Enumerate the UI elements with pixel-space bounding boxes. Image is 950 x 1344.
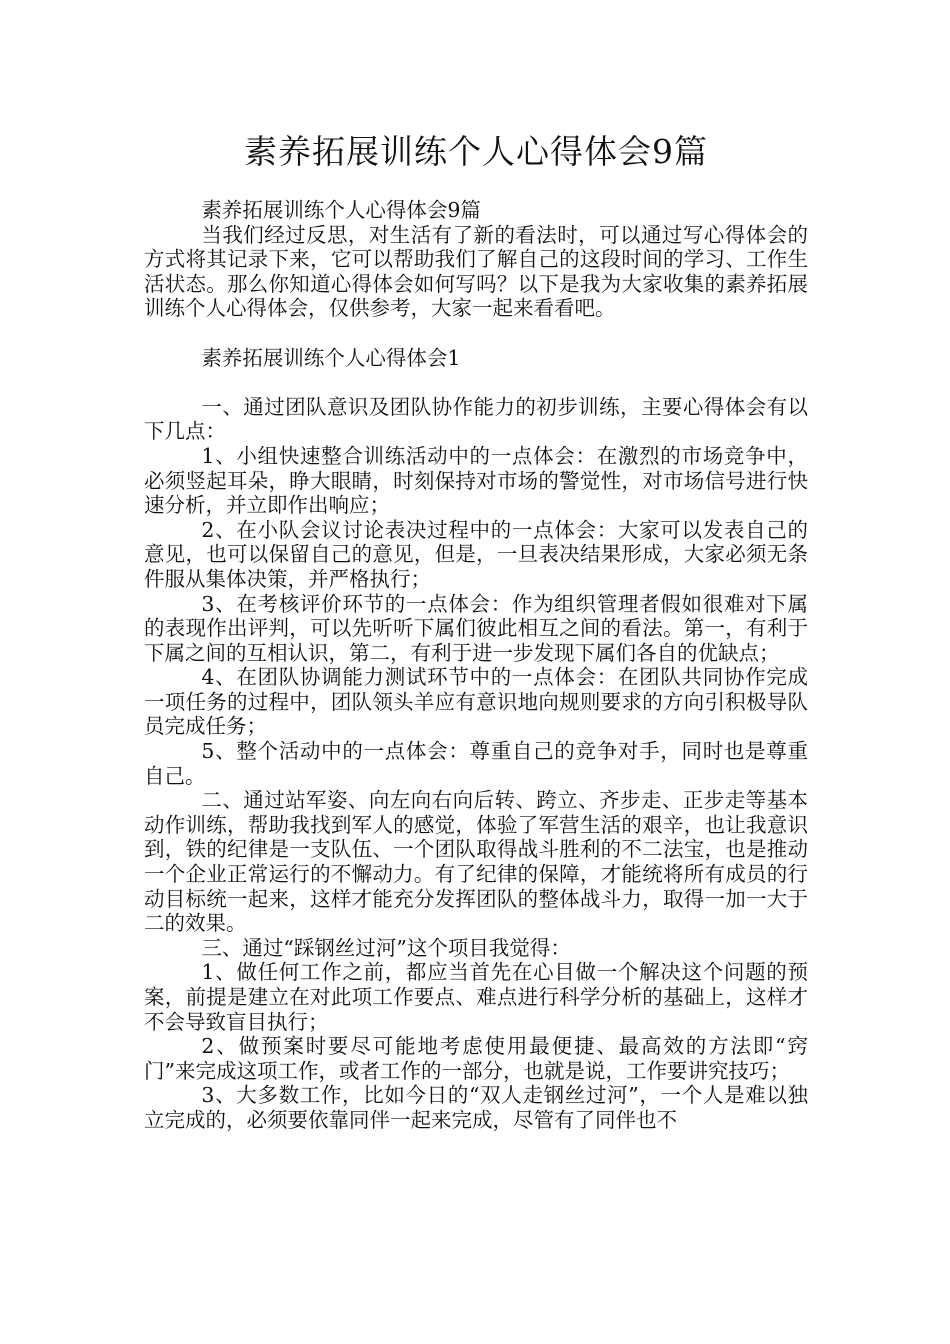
blank-line [144,321,808,346]
body-paragraph: 1、做任何工作之前，都应当首先在心目做一个解决这个问题的预案，前提是建立在对此项工作要点、难点进行科学分析的基础上，这样才不会导致盲目执行； [144,960,808,1034]
body-paragraph: 3、在考核评价环节的一点体会：作为组织管理者假如很难对下属的表现作出评判，可以先听听下属们彼此相互之间的看法。第一，有利于下属之间的互相认识，第二，有利于进一步发现下属们各自的优缺点； [144,591,808,665]
body-paragraph: 一、通过团队意识及团队协作能力的初步训练，主要心得体会有以下几点： [144,394,808,444]
intro-paragraph: 当我们经过反思，对生活有了新的看法时，可以通过写心得体会的方式将其记录下来，它可以帮助我们了解自己的这段时间的学习、工作生活状态。那么你知道心得体会如何写吗？以下是我为大家收集的素养拓展训练个人心得体会，仅供参考，大家一起来看看吧。 [144,222,808,321]
section-heading: 素养拓展训练个人心得体会1 [201,345,461,370]
body-paragraph: 2、做预案时要尽可能地考虑使用最便捷、最高效的方法即“窍门”来完成这项工作，或者工作的一部分，也就是说，工作要讲究技巧； [144,1034,808,1083]
body-paragraph: 4、在团队协调能力测试环节中的一点体会：在团队共同协作完成一项任务的过程中，团队领头羊应有意识地向规则要求的方向引积极导队员完成任务； [144,665,808,739]
body-paragraph: 2、在小队会议讨论表决过程中的一点体会：大家可以发表自己的意见，也可以保留自己的意见，但是，一旦表决结果形成，大家必须无条件服从集体决策，并严格执行； [144,517,808,591]
body-paragraph: 5、整个活动中的一点体会：尊重自己的竞争对手，同时也是尊重自己。 [144,739,808,788]
body-paragraph: 3、大多数工作，比如今日的“双人走钢丝过河”，一个人是难以独立完成的，必须要依靠同伴一起来完成，尽管有了同伴也不 [144,1083,808,1132]
subtitle-paragraph: 素养拓展训练个人心得体会9篇 [201,198,481,222]
blank-line [144,370,808,395]
document-body [144,198,808,1133]
body-paragraph: 三、通过“踩钢丝过河”这个项目我觉得： [201,935,571,960]
body-paragraph: 二、通过站军姿、向左向右向后转、跨立、齐步走、正步走等基本动作训练，帮助我找到军人的感觉，体验了军营生活的艰辛，也让我意识到，铁的纪律是一支队伍、一个团队取得战斗胜利的不二法宝，也是推动一个企业正常运行的不懈动力。有了纪律的保障，才能统将所有成员的行动目标统一起来，这样才能充分发挥团队的整体战斗力，取得一加一大于二的效果。 [144,788,808,936]
document-title: 素养拓展训练个人心得体会9篇 [244,132,708,171]
body-paragraph: 1、小组快速整合训练活动中的一点体会：在激烈的市场竞争中，必须竖起耳朵，睁大眼睛，时刻保持对市场的警觉性，对市场信号进行快速分析，并立即作出响应； [144,443,808,518]
